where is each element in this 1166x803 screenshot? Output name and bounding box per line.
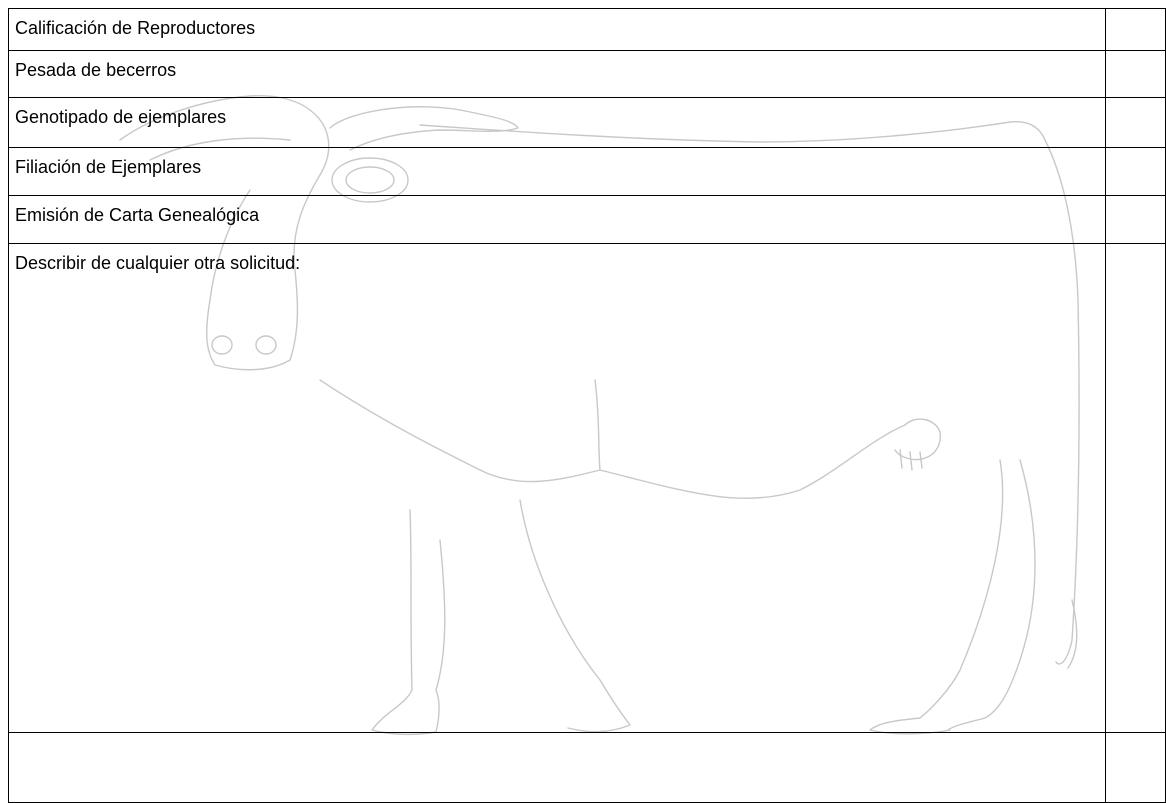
table-row — [9, 244, 1166, 733]
request-checkbox-cell[interactable] — [1106, 733, 1166, 803]
table-row — [9, 9, 1166, 51]
request-label-cell — [9, 148, 1106, 196]
request-label: Pesada de becerros — [15, 60, 177, 80]
request-checkbox-cell[interactable] — [1106, 148, 1166, 196]
request-label-cell — [9, 98, 1106, 148]
request-label-cell — [9, 196, 1106, 244]
table-row — [9, 98, 1166, 148]
empty-cell[interactable] — [9, 733, 1106, 803]
request-checkbox-cell[interactable] — [1106, 9, 1166, 51]
table-row — [9, 51, 1166, 98]
table-row — [9, 196, 1166, 244]
request-form-table — [8, 8, 1166, 803]
request-label — [15, 733, 1105, 742]
table-row — [9, 148, 1166, 196]
request-label: Describir de cualquier otra solicitud: — [15, 253, 301, 273]
request-label: Filiación de Ejemplares — [15, 157, 202, 177]
request-label-cell — [9, 9, 1106, 51]
request-checkbox-cell[interactable] — [1106, 244, 1166, 733]
request-label: Calificación de Reproductores — [15, 18, 256, 38]
other-request-description-field[interactable] — [9, 244, 1106, 733]
request-checkbox-cell[interactable] — [1106, 196, 1166, 244]
request-checkbox-cell[interactable] — [1106, 51, 1166, 98]
request-label: Genotipado de ejemplares — [15, 107, 227, 127]
request-label-cell — [9, 51, 1106, 98]
request-label: Emisión de Carta Genealógica — [15, 205, 260, 225]
request-checkbox-cell[interactable] — [1106, 98, 1166, 148]
table-row — [9, 733, 1166, 803]
